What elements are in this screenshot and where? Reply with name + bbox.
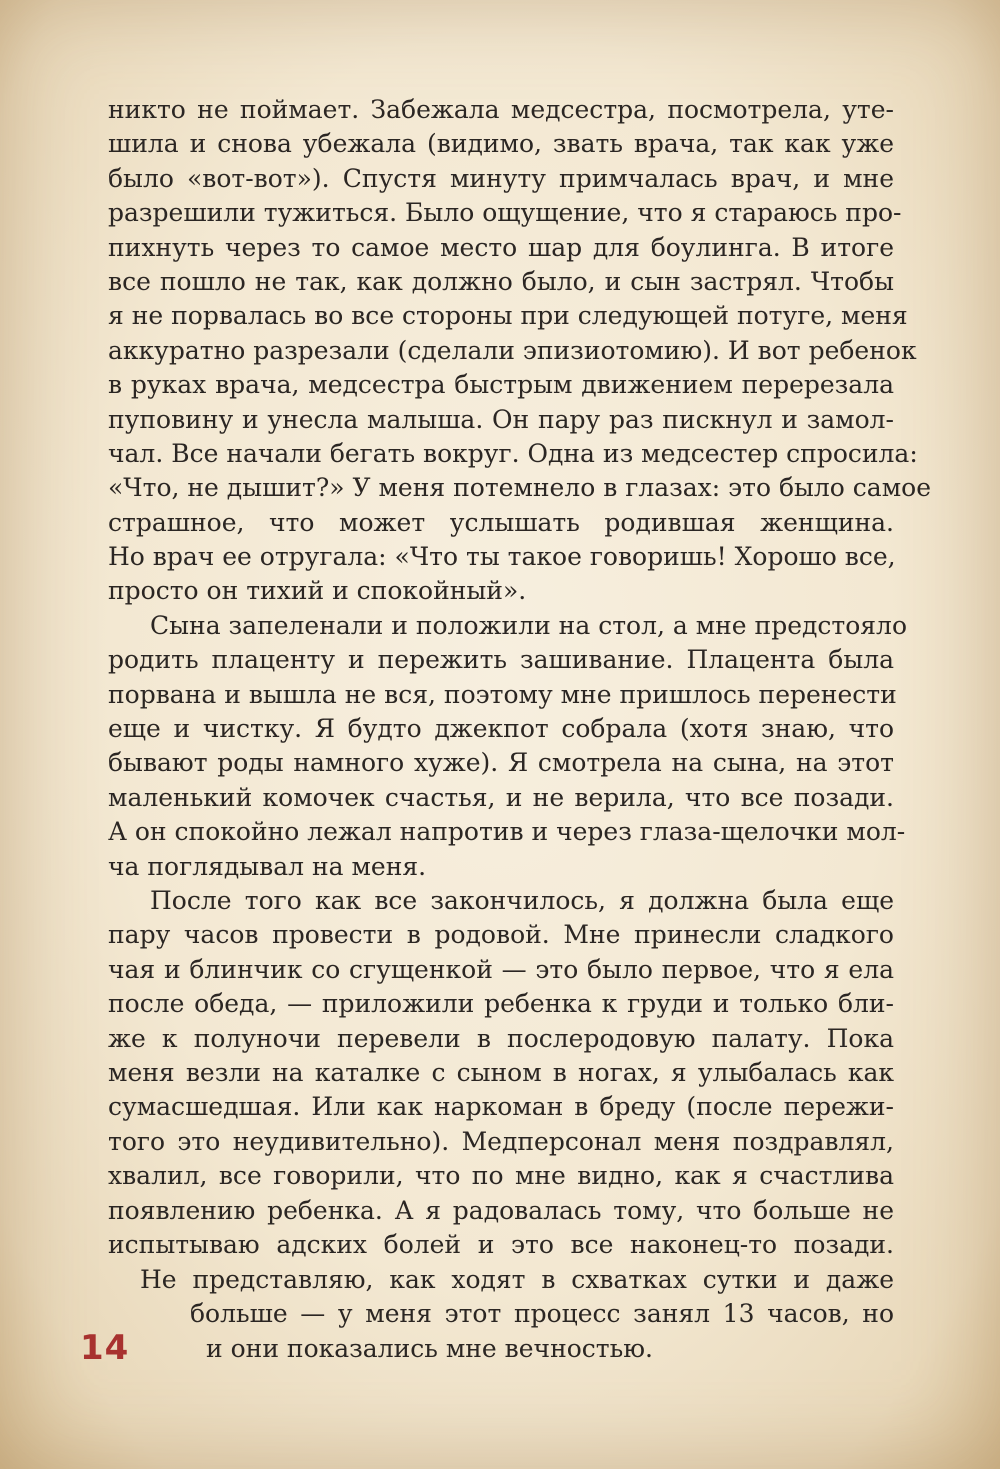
- text-line: «Что, не дышит?» У меня потемнело в глазах: это было самое: [108, 473, 931, 503]
- text-line: же к полуночи перевели в послеродовую палату. Пока: [108, 1023, 894, 1053]
- text-line: порвана и вышла не вся, поэтому мне пришлось перенести: [108, 679, 897, 709]
- text-line: А он спокойно лежал напротив и через глаза-щелочки мол-: [108, 817, 906, 847]
- text-line: маленький комочек счастья, и не верила, что все позади.: [108, 782, 894, 812]
- closing-line: больше — у меня этот процесс занял 13 часов, но: [190, 1299, 894, 1329]
- text-line: пару часов провести в родовой. Мне принесли сладкого: [108, 920, 894, 950]
- text-line: сумасшедшая. Или как наркоман в бреду (после пережи-: [108, 1092, 894, 1122]
- text-line: того это неудивительно). Медперсонал меня поздравлял,: [108, 1126, 894, 1156]
- text-line: просто он тихий и спокойный».: [108, 576, 527, 606]
- text-line: после обеда, — приложили ребенка к груди и только бли-: [108, 989, 894, 1019]
- paragraph-start: Сына запеленали и положили на стол, а мне предстояло: [150, 610, 907, 640]
- closing-line: и они показались мне вечностью.: [206, 1333, 653, 1363]
- text-line: чал. Все начали бегать вокруг. Одна из медсестер спросила:: [108, 438, 918, 468]
- closing-line: Не представляю, как ходят в схватках сутки и даже: [140, 1265, 894, 1294]
- text-line: пихнуть через то самое место шар для боулинга. В итоге: [108, 232, 894, 262]
- text-line: чая и блинчик со сгущенкой — это было первое, что я ела: [108, 954, 894, 984]
- text-line: в руках врача, медсестра быстрым движением перерезала: [108, 370, 894, 400]
- body-text: [108, 93, 931, 1262]
- text-line: разрешили тужиться. Было ощущение, что я стараюсь про-: [108, 198, 902, 228]
- page-number: 14: [80, 1328, 130, 1368]
- text-line: ча поглядывал на меня.: [108, 851, 427, 881]
- text-line: еще и чистку. Я будто джекпот собрала (хотя знаю, что: [108, 714, 894, 744]
- text-line: родить плаценту и пережить зашивание. Плацента была: [108, 645, 894, 675]
- text-line: Но врач ее отругала: «Что ты такое говоришь! Хорошо все,: [108, 542, 896, 572]
- text-line: меня везли на каталке с сыном в ногах, я улыбалась как: [108, 1057, 894, 1087]
- text-line: никто не поймает. Забежала медсестра, посмотрела, уте-: [108, 95, 894, 124]
- text-line: испытываю адских болей и это все наконец-то позади.: [108, 1229, 894, 1259]
- text-line: все пошло не так, как должно было, и сын застрял. Чтобы: [108, 266, 894, 296]
- text-line: пуповину и унесла малыша. Он пару раз пискнул и замол-: [108, 404, 894, 434]
- paragraph-start: После того как все закончилось, я должна была еще: [150, 885, 894, 915]
- text-line: хвалил, все говорили, что по мне видно, как я счастлива: [108, 1161, 894, 1191]
- text-line: появлению ребенка. А я радовалась тому, что больше не: [108, 1195, 894, 1225]
- text-line: я не порвалась во все стороны при следующей потуге, меня: [108, 301, 908, 331]
- closing-text: [108, 1263, 894, 1366]
- text-line: страшное, что может услышать родившая женщина.: [108, 507, 894, 537]
- text-line: аккуратно разрезали (сделали эпизиотомию). И вот ребенок: [108, 335, 917, 365]
- text-line: шила и снова убежала (видимо, звать врача, так как уже: [108, 129, 894, 159]
- text-line: бывают роды намного хуже). Я смотрела на сына, на этот: [108, 748, 894, 778]
- text-line: было «вот-вот»). Спустя минуту примчалась врач, и мне: [108, 163, 894, 193]
